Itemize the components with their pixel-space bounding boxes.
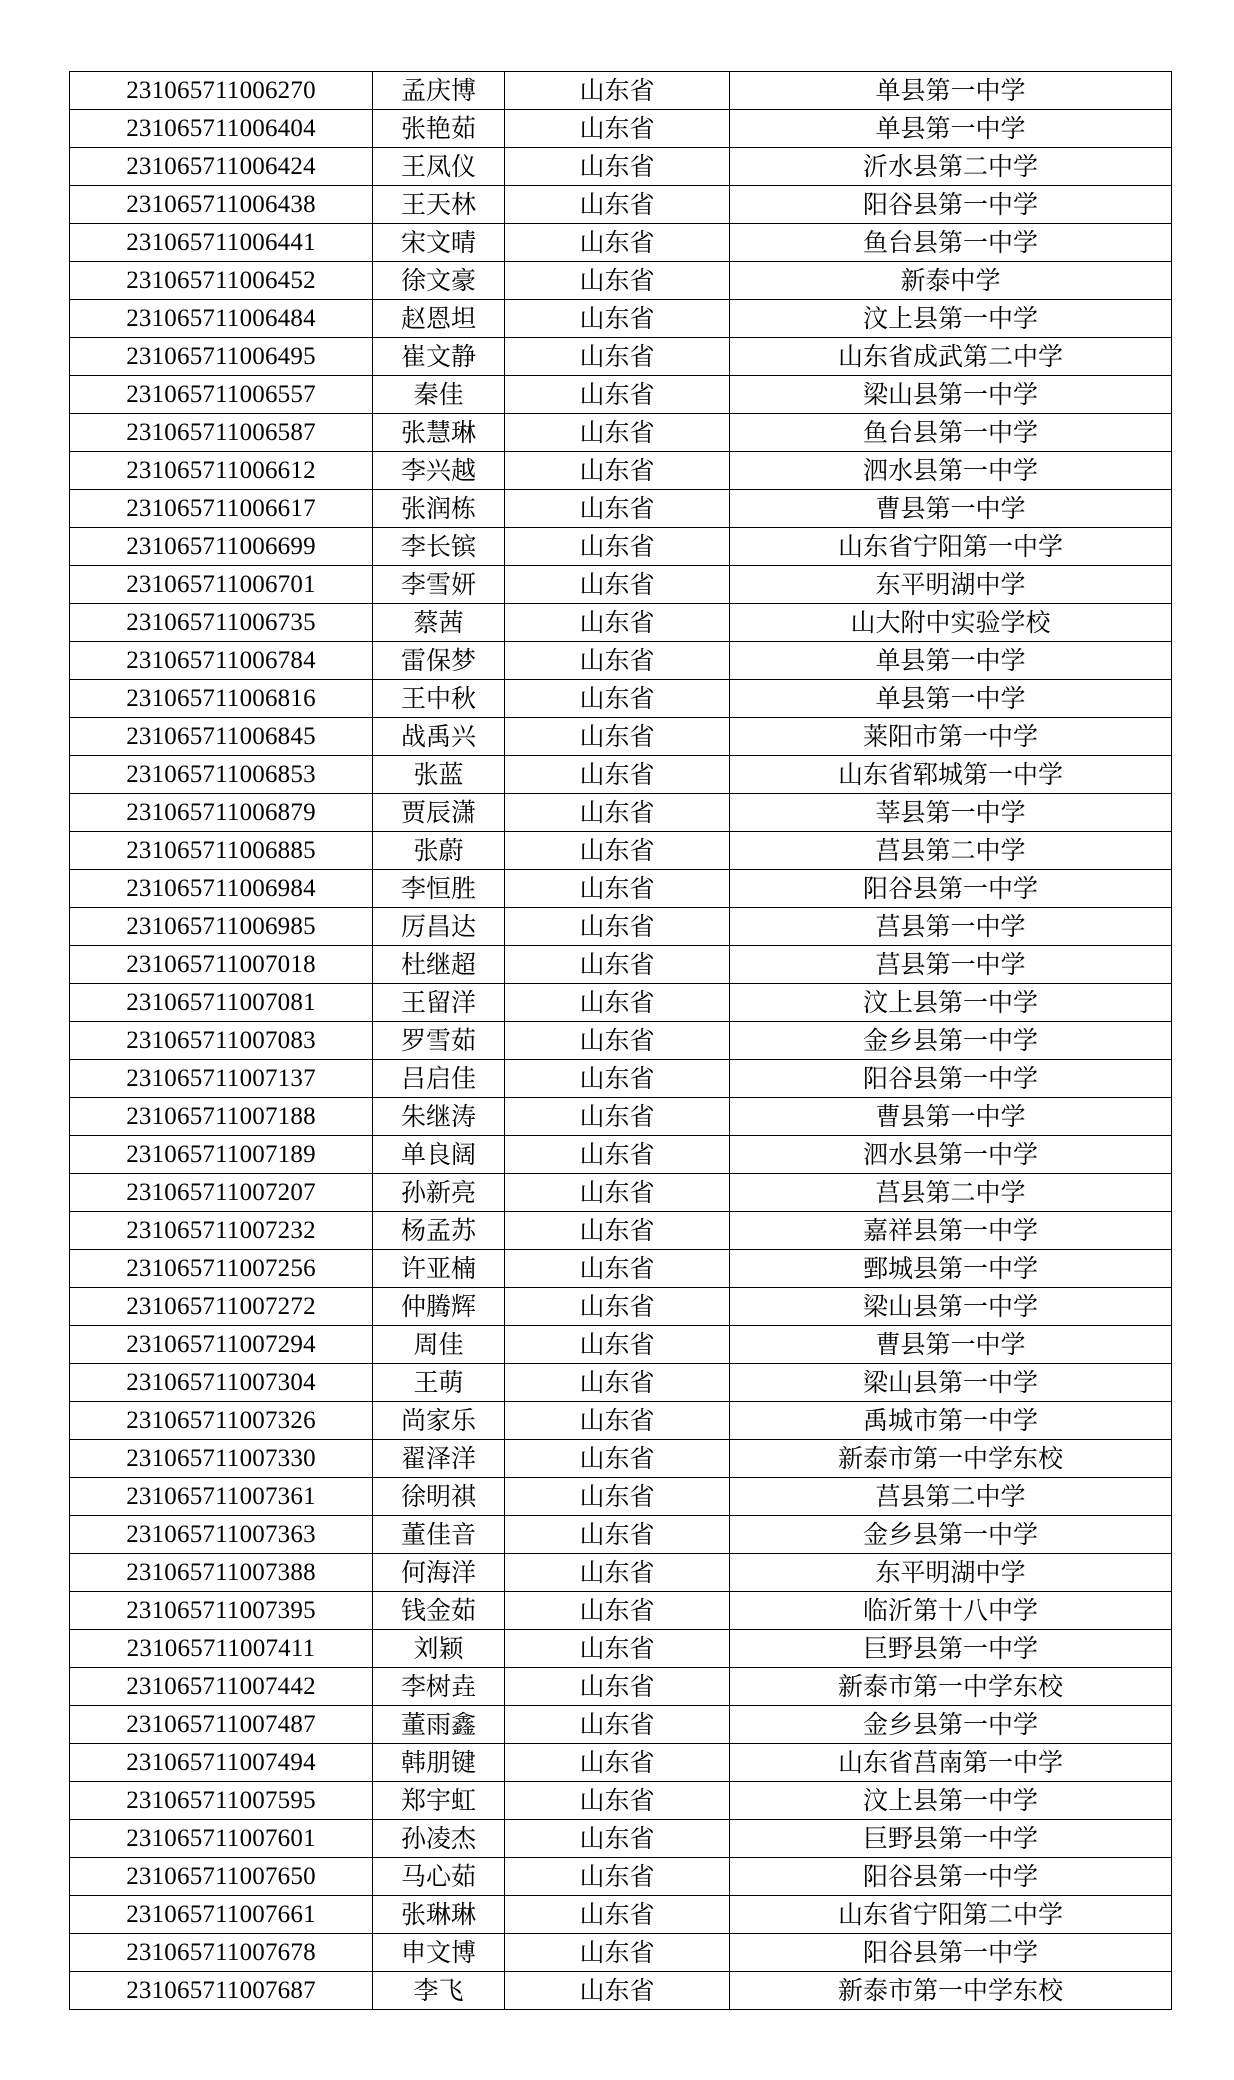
candidate-id-cell: 231065711006404 <box>70 110 373 148</box>
school-cell: 沂水县第二中学 <box>730 148 1172 186</box>
candidate-id-cell: 231065711007294 <box>70 1326 373 1364</box>
school-cell: 莱阳市第一中学 <box>730 718 1172 756</box>
candidate-id-cell: 231065711007272 <box>70 1288 373 1326</box>
province-cell: 山东省 <box>505 1098 730 1136</box>
candidate-id-cell: 231065711006617 <box>70 490 373 528</box>
table-row <box>70 1554 1172 1592</box>
province-cell: 山东省 <box>505 794 730 832</box>
school-cell: 新泰市第一中学东校 <box>730 1440 1172 1478</box>
candidate-id-cell: 231065711007304 <box>70 1364 373 1402</box>
table-row <box>70 1326 1172 1364</box>
school-cell: 东平明湖中学 <box>730 1554 1172 1592</box>
table-row <box>70 794 1172 832</box>
province-cell: 山东省 <box>505 1896 730 1934</box>
table-row <box>70 1516 1172 1554</box>
table-row <box>70 186 1172 224</box>
student-name-cell: 周佳 <box>373 1326 505 1364</box>
student-name-cell: 崔文静 <box>373 338 505 376</box>
table-row <box>70 908 1172 946</box>
province-cell: 山东省 <box>505 604 730 642</box>
student-name-cell: 仲腾辉 <box>373 1288 505 1326</box>
school-cell: 阳谷县第一中学 <box>730 870 1172 908</box>
school-cell: 单县第一中学 <box>730 110 1172 148</box>
candidate-id-cell: 231065711006784 <box>70 642 373 680</box>
student-name-cell: 翟泽洋 <box>373 1440 505 1478</box>
student-name-cell: 郑宇虹 <box>373 1782 505 1820</box>
student-name-cell: 赵恩坦 <box>373 300 505 338</box>
school-cell: 临沂第十八中学 <box>730 1592 1172 1630</box>
table-row <box>70 946 1172 984</box>
school-cell: 汶上县第一中学 <box>730 300 1172 338</box>
candidate-id-cell: 231065711007018 <box>70 946 373 984</box>
province-cell: 山东省 <box>505 1060 730 1098</box>
table-row <box>70 832 1172 870</box>
candidate-id-cell: 231065711006270 <box>70 72 373 110</box>
student-name-cell: 单良阔 <box>373 1136 505 1174</box>
school-cell: 巨野县第一中学 <box>730 1820 1172 1858</box>
candidate-id-cell: 231065711007083 <box>70 1022 373 1060</box>
province-cell: 山东省 <box>505 566 730 604</box>
table-row <box>70 376 1172 414</box>
student-roster-table <box>69 71 1172 2010</box>
school-cell: 新泰市第一中学东校 <box>730 1972 1172 2010</box>
school-cell: 单县第一中学 <box>730 72 1172 110</box>
table-row <box>70 680 1172 718</box>
student-name-cell: 尚家乐 <box>373 1402 505 1440</box>
student-name-cell: 王天林 <box>373 186 505 224</box>
table-row <box>70 1098 1172 1136</box>
table-row <box>70 1820 1172 1858</box>
student-name-cell: 董雨鑫 <box>373 1706 505 1744</box>
province-cell: 山东省 <box>505 1668 730 1706</box>
student-name-cell: 朱继涛 <box>373 1098 505 1136</box>
candidate-id-cell: 231065711006557 <box>70 376 373 414</box>
school-cell: 汶上县第一中学 <box>730 1782 1172 1820</box>
student-name-cell: 王凤仪 <box>373 148 505 186</box>
student-name-cell: 李飞 <box>373 1972 505 2010</box>
candidate-id-cell: 231065711007137 <box>70 1060 373 1098</box>
student-name-cell: 孙新亮 <box>373 1174 505 1212</box>
province-cell: 山东省 <box>505 642 730 680</box>
school-cell: 莒县第二中学 <box>730 832 1172 870</box>
province-cell: 山东省 <box>505 1554 730 1592</box>
table-row <box>70 1668 1172 1706</box>
province-cell: 山东省 <box>505 1212 730 1250</box>
candidate-id-cell: 231065711007442 <box>70 1668 373 1706</box>
student-name-cell: 杨孟苏 <box>373 1212 505 1250</box>
candidate-id-cell: 231065711007494 <box>70 1744 373 1782</box>
student-name-cell: 王留洋 <box>373 984 505 1022</box>
province-cell: 山东省 <box>505 1782 730 1820</box>
candidate-id-cell: 231065711007411 <box>70 1630 373 1668</box>
candidate-id-cell: 231065711006452 <box>70 262 373 300</box>
school-cell: 莒县第二中学 <box>730 1174 1172 1212</box>
table-row <box>70 984 1172 1022</box>
candidate-id-cell: 231065711006885 <box>70 832 373 870</box>
province-cell: 山东省 <box>505 1744 730 1782</box>
table-row <box>70 1896 1172 1934</box>
province-cell: 山东省 <box>505 1592 730 1630</box>
student-name-cell: 申文博 <box>373 1934 505 1972</box>
school-cell: 鄄城县第一中学 <box>730 1250 1172 1288</box>
province-cell: 山东省 <box>505 1630 730 1668</box>
candidate-id-cell: 231065711007687 <box>70 1972 373 2010</box>
candidate-id-cell: 231065711006816 <box>70 680 373 718</box>
table-row <box>70 262 1172 300</box>
province-cell: 山东省 <box>505 148 730 186</box>
province-cell: 山东省 <box>505 1288 730 1326</box>
table-row <box>70 338 1172 376</box>
school-cell: 阳谷县第一中学 <box>730 186 1172 224</box>
school-cell: 梁山县第一中学 <box>730 1288 1172 1326</box>
school-cell: 曹县第一中学 <box>730 490 1172 528</box>
table-row <box>70 148 1172 186</box>
province-cell: 山东省 <box>505 946 730 984</box>
candidate-id-cell: 231065711007363 <box>70 1516 373 1554</box>
student-name-cell: 张润栋 <box>373 490 505 528</box>
school-cell: 泗水县第一中学 <box>730 452 1172 490</box>
province-cell: 山东省 <box>505 1934 730 1972</box>
candidate-id-cell: 231065711006495 <box>70 338 373 376</box>
school-cell: 新泰中学 <box>730 262 1172 300</box>
province-cell: 山东省 <box>505 1516 730 1554</box>
student-name-cell: 董佳音 <box>373 1516 505 1554</box>
student-name-cell: 李恒胜 <box>373 870 505 908</box>
province-cell: 山东省 <box>505 1174 730 1212</box>
candidate-id-cell: 231065711007330 <box>70 1440 373 1478</box>
student-name-cell: 王萌 <box>373 1364 505 1402</box>
student-name-cell: 杜继超 <box>373 946 505 984</box>
candidate-id-cell: 231065711007388 <box>70 1554 373 1592</box>
table-row <box>70 300 1172 338</box>
table-row <box>70 1402 1172 1440</box>
province-cell: 山东省 <box>505 224 730 262</box>
table-row <box>70 1706 1172 1744</box>
student-name-cell: 刘颖 <box>373 1630 505 1668</box>
province-cell: 山东省 <box>505 528 730 566</box>
school-cell: 汶上县第一中学 <box>730 984 1172 1022</box>
table-row <box>70 528 1172 566</box>
candidate-id-cell: 231065711006438 <box>70 186 373 224</box>
school-cell: 山大附中实验学校 <box>730 604 1172 642</box>
candidate-id-cell: 231065711007678 <box>70 1934 373 1972</box>
school-cell: 梁山县第一中学 <box>730 376 1172 414</box>
province-cell: 山东省 <box>505 376 730 414</box>
candidate-id-cell: 231065711007601 <box>70 1820 373 1858</box>
school-cell: 曹县第一中学 <box>730 1098 1172 1136</box>
student-name-cell: 李兴越 <box>373 452 505 490</box>
province-cell: 山东省 <box>505 186 730 224</box>
province-cell: 山东省 <box>505 1022 730 1060</box>
table-row <box>70 718 1172 756</box>
candidate-id-cell: 231065711006587 <box>70 414 373 452</box>
school-cell: 梁山县第一中学 <box>730 1364 1172 1402</box>
candidate-id-cell: 231065711006699 <box>70 528 373 566</box>
province-cell: 山东省 <box>505 756 730 794</box>
school-cell: 鱼台县第一中学 <box>730 414 1172 452</box>
student-name-cell: 张慧琳 <box>373 414 505 452</box>
province-cell: 山东省 <box>505 1250 730 1288</box>
school-cell: 单县第一中学 <box>730 642 1172 680</box>
province-cell: 山东省 <box>505 1858 730 1896</box>
school-cell: 曹县第一中学 <box>730 1326 1172 1364</box>
candidate-id-cell: 231065711007256 <box>70 1250 373 1288</box>
table-row <box>70 110 1172 148</box>
candidate-id-cell: 231065711006853 <box>70 756 373 794</box>
student-name-cell: 王中秋 <box>373 680 505 718</box>
province-cell: 山东省 <box>505 414 730 452</box>
candidate-id-cell: 231065711007661 <box>70 1896 373 1934</box>
table-row <box>70 1972 1172 2010</box>
province-cell: 山东省 <box>505 1326 730 1364</box>
table-row <box>70 490 1172 528</box>
province-cell: 山东省 <box>505 300 730 338</box>
candidate-id-cell: 231065711007395 <box>70 1592 373 1630</box>
table-row <box>70 1174 1172 1212</box>
school-cell: 东平明湖中学 <box>730 566 1172 604</box>
student-name-cell: 张艳茹 <box>373 110 505 148</box>
province-cell: 山东省 <box>505 908 730 946</box>
table-row <box>70 1478 1172 1516</box>
table-row <box>70 1364 1172 1402</box>
province-cell: 山东省 <box>505 262 730 300</box>
student-name-cell: 钱金茹 <box>373 1592 505 1630</box>
candidate-id-cell: 231065711007650 <box>70 1858 373 1896</box>
school-cell: 山东省成武第二中学 <box>730 338 1172 376</box>
candidate-id-cell: 231065711006985 <box>70 908 373 946</box>
school-cell: 金乡县第一中学 <box>730 1022 1172 1060</box>
candidate-id-cell: 231065711007232 <box>70 1212 373 1250</box>
candidate-id-cell: 231065711007361 <box>70 1478 373 1516</box>
province-cell: 山东省 <box>505 338 730 376</box>
table-row <box>70 756 1172 794</box>
student-name-cell: 蔡茜 <box>373 604 505 642</box>
student-name-cell: 韩朋键 <box>373 1744 505 1782</box>
table-row <box>70 1212 1172 1250</box>
school-cell: 巨野县第一中学 <box>730 1630 1172 1668</box>
student-name-cell: 徐文豪 <box>373 262 505 300</box>
school-cell: 阳谷县第一中学 <box>730 1934 1172 1972</box>
candidate-id-cell: 231065711007188 <box>70 1098 373 1136</box>
province-cell: 山东省 <box>505 1136 730 1174</box>
candidate-id-cell: 231065711006441 <box>70 224 373 262</box>
school-cell: 莒县第一中学 <box>730 908 1172 946</box>
table-row <box>70 1022 1172 1060</box>
candidate-id-cell: 231065711006484 <box>70 300 373 338</box>
student-name-cell: 孟庆博 <box>373 72 505 110</box>
province-cell: 山东省 <box>505 1478 730 1516</box>
student-name-cell: 战禹兴 <box>373 718 505 756</box>
school-cell: 莘县第一中学 <box>730 794 1172 832</box>
school-cell: 山东省宁阳第一中学 <box>730 528 1172 566</box>
school-cell: 阳谷县第一中学 <box>730 1858 1172 1896</box>
candidate-id-cell: 231065711007326 <box>70 1402 373 1440</box>
school-cell: 山东省宁阳第二中学 <box>730 1896 1172 1934</box>
student-name-cell: 贾辰潇 <box>373 794 505 832</box>
province-cell: 山东省 <box>505 490 730 528</box>
school-cell: 金乡县第一中学 <box>730 1516 1172 1554</box>
province-cell: 山东省 <box>505 870 730 908</box>
school-cell: 单县第一中学 <box>730 680 1172 718</box>
table-row <box>70 1592 1172 1630</box>
candidate-id-cell: 231065711006845 <box>70 718 373 756</box>
school-cell: 阳谷县第一中学 <box>730 1060 1172 1098</box>
student-name-cell: 李长镔 <box>373 528 505 566</box>
school-cell: 鱼台县第一中学 <box>730 224 1172 262</box>
province-cell: 山东省 <box>505 718 730 756</box>
table-row <box>70 1288 1172 1326</box>
province-cell: 山东省 <box>505 72 730 110</box>
candidate-id-cell: 231065711007207 <box>70 1174 373 1212</box>
table-row <box>70 72 1172 110</box>
school-cell: 泗水县第一中学 <box>730 1136 1172 1174</box>
table-row <box>70 1060 1172 1098</box>
table-row <box>70 414 1172 452</box>
student-name-cell: 厉昌达 <box>373 908 505 946</box>
candidate-id-cell: 231065711006701 <box>70 566 373 604</box>
school-cell: 山东省郓城第一中学 <box>730 756 1172 794</box>
table-row <box>70 224 1172 262</box>
candidate-id-cell: 231065711007487 <box>70 1706 373 1744</box>
student-name-cell: 秦佳 <box>373 376 505 414</box>
student-name-cell: 孙凌杰 <box>373 1820 505 1858</box>
student-name-cell: 李树垚 <box>373 1668 505 1706</box>
student-name-cell: 雷保梦 <box>373 642 505 680</box>
student-name-cell: 罗雪茹 <box>373 1022 505 1060</box>
student-name-cell: 何海洋 <box>373 1554 505 1592</box>
school-cell: 山东省莒南第一中学 <box>730 1744 1172 1782</box>
table-row <box>70 1630 1172 1668</box>
province-cell: 山东省 <box>505 110 730 148</box>
school-cell: 莒县第二中学 <box>730 1478 1172 1516</box>
table-row <box>70 1440 1172 1478</box>
student-name-cell: 李雪妍 <box>373 566 505 604</box>
province-cell: 山东省 <box>505 832 730 870</box>
province-cell: 山东省 <box>505 1402 730 1440</box>
table-row <box>70 1858 1172 1896</box>
school-cell: 莒县第一中学 <box>730 946 1172 984</box>
table-row <box>70 566 1172 604</box>
candidate-id-cell: 231065711006984 <box>70 870 373 908</box>
table-row <box>70 452 1172 490</box>
candidate-id-cell: 231065711007189 <box>70 1136 373 1174</box>
student-name-cell: 徐明祺 <box>373 1478 505 1516</box>
student-name-cell: 张琳琳 <box>373 1896 505 1934</box>
province-cell: 山东省 <box>505 1364 730 1402</box>
candidate-id-cell: 231065711006424 <box>70 148 373 186</box>
candidate-id-cell: 231065711006879 <box>70 794 373 832</box>
student-name-cell: 张蔚 <box>373 832 505 870</box>
table-row <box>70 642 1172 680</box>
student-name-cell: 许亚楠 <box>373 1250 505 1288</box>
school-cell: 金乡县第一中学 <box>730 1706 1172 1744</box>
student-name-cell: 吕启佳 <box>373 1060 505 1098</box>
candidate-id-cell: 231065711007595 <box>70 1782 373 1820</box>
student-name-cell: 张蓝 <box>373 756 505 794</box>
province-cell: 山东省 <box>505 1440 730 1478</box>
table-row <box>70 1136 1172 1174</box>
candidate-id-cell: 231065711006612 <box>70 452 373 490</box>
province-cell: 山东省 <box>505 984 730 1022</box>
school-cell: 嘉祥县第一中学 <box>730 1212 1172 1250</box>
school-cell: 新泰市第一中学东校 <box>730 1668 1172 1706</box>
table-row <box>70 1782 1172 1820</box>
table-row <box>70 1250 1172 1288</box>
province-cell: 山东省 <box>505 1706 730 1744</box>
province-cell: 山东省 <box>505 452 730 490</box>
province-cell: 山东省 <box>505 1820 730 1858</box>
province-cell: 山东省 <box>505 680 730 718</box>
student-name-cell: 马心茹 <box>373 1858 505 1896</box>
table-row <box>70 870 1172 908</box>
table-row <box>70 1744 1172 1782</box>
table-row <box>70 604 1172 642</box>
roster-body <box>70 72 1172 2010</box>
table-row <box>70 1934 1172 1972</box>
student-name-cell: 宋文晴 <box>373 224 505 262</box>
school-cell: 禹城市第一中学 <box>730 1402 1172 1440</box>
candidate-id-cell: 231065711007081 <box>70 984 373 1022</box>
candidate-id-cell: 231065711006735 <box>70 604 373 642</box>
province-cell: 山东省 <box>505 1972 730 2010</box>
